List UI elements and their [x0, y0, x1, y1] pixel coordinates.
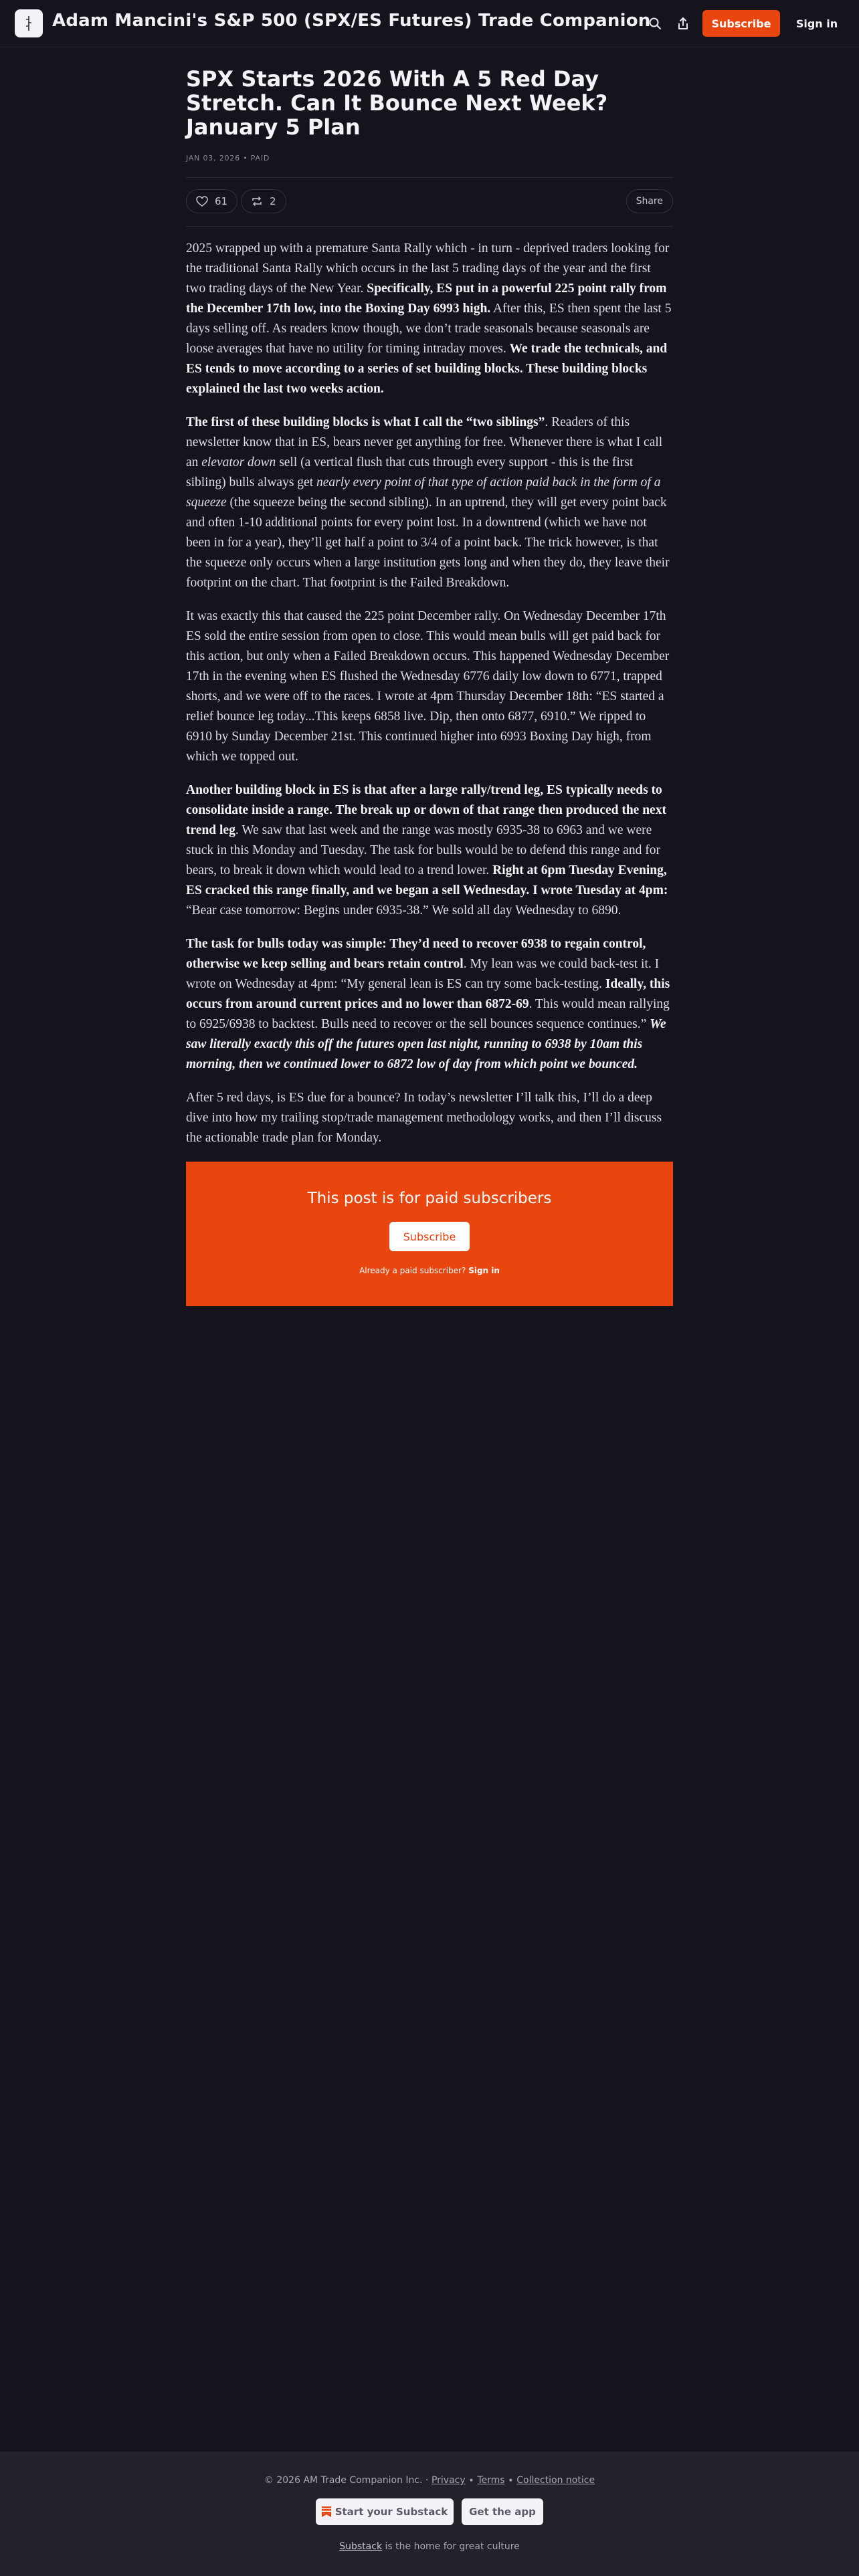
article — [186, 67, 673, 1306]
restack-icon — [251, 196, 263, 207]
text-run: Right at 6pm Tuesday Evening, ES cracked this range finally, and we began a sell Wednesday. I wrote Tuesday at 4pm: — [186, 863, 668, 897]
text-run: 2025 wrapped up with a premature Santa Rally which - in turn - deprived traders looking for the traditional Santa Rally which occurs in the last 5 trading days of the year and the first two trading days of the New Year. — [186, 241, 670, 296]
paywall-subscribe-button[interactable]: Subscribe — [389, 1222, 470, 1251]
post-title: SPX Starts 2026 With A 5 Red Day Stretch. Can It Bounce Next Week? January 5 Plan — [186, 66, 608, 140]
text-run: It was exactly this that caused the 225 point December rally. On Wednesday December 17th ES sold the entire session from open to close. This would mean bulls will get paid back for this action, but only when a Failed Breakdown occurs. This happened Wednesday December 17th in the evening when ES flushed the Wednesday 6776 daily low down to 6771, trapped shorts, and we were off to the races. I wrote at 4pm Thursday December 18th: “ES started a relief bounce leg today...This keeps 6858 live. Dip, then onto 6877, 6910.” We ripped to 6910 by Sunday December 21st. This continued higher into 6993 Boxing Day high, from which we topped out. — [186, 609, 670, 764]
footer-separator: ∙ — [508, 2475, 517, 2486]
text-run: . We saw that last week and the range was mostly 6935-38 to 6963 and we were stuck in this Monday and Tuesday. The task for bulls would be to defend this range and for bears, to break it down which would lead to a trend lower. — [186, 823, 660, 877]
text-run: . My lean was we could back-test it. I wrote on Wednesday at 4pm: “My general lean is ES can try some back-testing. — [186, 957, 660, 991]
body-paragraph — [186, 934, 673, 1075]
body-paragraph — [186, 413, 673, 593]
post-body — [186, 239, 673, 1148]
collection-notice-link[interactable]: Collection notice — [516, 2475, 595, 2486]
start-substack-label: Start your Substack — [335, 2506, 448, 2518]
privacy-link[interactable]: Privacy — [431, 2475, 466, 2486]
like-button[interactable] — [186, 189, 237, 213]
footer-tagline — [0, 2541, 859, 2552]
text-run: The first of these building blocks is what I call the “two siblings” — [186, 415, 545, 429]
substack-link[interactable]: Substack — [339, 2541, 383, 2552]
top-navigation-bar — [0, 0, 859, 47]
text-run: Another building block in ES is that after a large rally/trend leg, ES typically needs to consolidate inside a range. The break up or down of that range then produced the next trend leg — [186, 783, 666, 837]
restack-button[interactable] — [241, 189, 286, 213]
get-app-button[interactable]: Get the app — [462, 2498, 543, 2525]
text-run: Ideally, this occurs from around current prices and no lower than 6872-69 — [186, 977, 670, 1011]
text-run: . Readers of this newsletter know that in ES, bears never get anything for free. Whenever there is what I call an — [186, 415, 663, 469]
post-date: JAN 03, 2026 — [186, 154, 240, 163]
share-icon[interactable] — [674, 15, 692, 32]
sign-in-button[interactable]: Sign in — [788, 10, 846, 37]
publication-logo[interactable] — [15, 9, 43, 37]
footer-separator: · — [425, 2475, 432, 2486]
text-run: We saw literally exactly this off the futures open last night, running to 6938 by 10am this morning, then we continued lower to 6872 low of day from which point we bounced. — [186, 1017, 666, 1071]
body-paragraph — [186, 780, 673, 921]
text-run: . This would mean rallying to 6925/6938 to backtest. Bulls need to recover or the sell bounces sequence continues.” — [186, 997, 670, 1031]
text-run: sell (a vertical flush that cuts through every support - this is the first sibling) bulls always get — [186, 455, 634, 490]
footer-tagline-text: is the home for great culture — [385, 2541, 520, 2552]
restack-count: 2 — [270, 195, 276, 207]
body-paragraph — [186, 1088, 673, 1148]
post-action-bar — [186, 177, 673, 227]
share-post-button[interactable]: Share — [626, 189, 673, 213]
text-run: After this, ES then spent the last 5 days selling off. As readers know though, we don’t trade seasonals because seasonals are loose averages that have no utility for timing intraday moves. — [186, 302, 672, 356]
text-run: After 5 red days, is ES due for a bounce? In today’s newsletter I’ll talk this, I’ll do a deep dive into how my trailing stop/trade management methodology works, and then I’ll discuss the actionable trade plan for Monday. — [186, 1091, 662, 1145]
text-run: Specifically, ES put in a powerful 225 point rally from the December 17th low, into the Boxing Day 6993 high. — [186, 282, 667, 316]
text-run: We trade the technicals, and ES tends to move according to a series of set building blocks. These building blocks explained the last two weeks action. — [186, 342, 668, 396]
substack-logo-icon — [322, 2506, 331, 2517]
footer — [0, 2452, 859, 2576]
like-count: 61 — [215, 195, 228, 207]
start-substack-button[interactable] — [316, 2498, 454, 2525]
search-icon[interactable] — [646, 15, 664, 32]
publication-title[interactable]: Adam Mancini's S&P 500 (SPX/ES Futures) Trade Companion — [52, 11, 651, 31]
paywall-banner — [186, 1162, 673, 1306]
body-paragraph — [186, 239, 673, 399]
post-access-badge: PAID — [250, 154, 270, 163]
text-run: “Bear case tomorrow: Begins under 6935-38.” We sold all day Wednesday to 6890. — [186, 903, 622, 918]
paywall-signin-line — [186, 1266, 673, 1275]
paywall-title: This post is for paid subscribers — [307, 1190, 552, 1207]
paywall-already-text: Already a paid subscriber? — [359, 1266, 466, 1275]
subscribe-button[interactable]: Subscribe — [702, 10, 780, 37]
meta-separator: • — [243, 154, 251, 163]
terms-link[interactable]: Terms — [477, 2475, 505, 2486]
post-meta — [186, 154, 673, 163]
footer-legal-line — [0, 2475, 859, 2486]
body-paragraph — [186, 607, 673, 767]
footer-separator: ∙ — [468, 2475, 478, 2486]
text-run: (the squeeze being the second sibling). In an uptrend, they will get every point back and often 1-10 additional points for every point lost. In a downtrend (which we have not been in for a year), they’ll get half a point to 3/4 of a point back. The trick however, is that the squeeze only occurs when a large institution gets long and when they do, they leave their footprint on the chart. That footprint is the Failed Breakdown. — [186, 496, 670, 590]
text-run: nearly every point of that type of action paid back in the form of a squeeze — [186, 475, 661, 510]
footer-copyright: © 2026 AM Trade Companion Inc. — [264, 2475, 423, 2486]
text-run: elevator down — [201, 455, 276, 469]
logo-glyph-icon — [21, 15, 37, 32]
heart-icon — [196, 196, 208, 207]
paywall-sign-in-link[interactable]: Sign in — [468, 1266, 500, 1275]
text-run: The task for bulls today was simple: They’d need to recover 6938 to regain control, otherwise we keep selling and bears retain control — [186, 937, 646, 971]
